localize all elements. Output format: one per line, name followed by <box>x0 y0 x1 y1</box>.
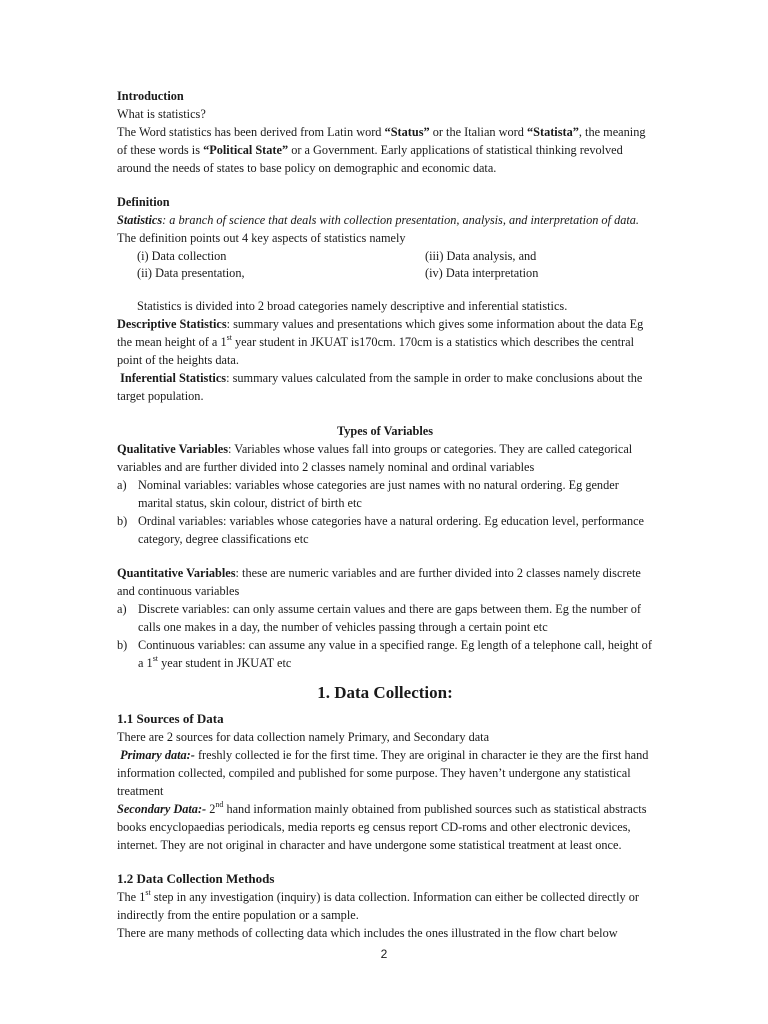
intro-paragraph: The Word statistics has been derived from Latin word “Status” or the Italian word “Statista”, the meaning of these words is “Political State” or a Government. Early applications of statistical thinking revolved around the needs of states to base policy on demographic and economic data. <box>117 125 646 175</box>
qualitative-variables: Qualitative Variables: Variables whose values fall into groups or categories. They are called categorical variables and are further divided into 2 classes namely nominal and ordinal variables <box>117 442 633 474</box>
primary-data: Primary data:- freshly collected ie for the first time. They are original in character ie they are the first hand information collected, compiled and published for some purpose. They haven’t undergone any statistical treatment <box>117 748 649 798</box>
quantitative-variables: Quantitative Variables: these are numeric variables and are further divided into 2 classes namely discrete and continuous variables <box>117 566 641 598</box>
intro-heading: Introduction <box>117 89 184 103</box>
subsection-heading: 1.2 Data Collection Methods <box>117 871 275 886</box>
intro-question: What is statistics? <box>117 107 206 121</box>
inferential-statistics: Inferential Statistics: summary values calculated from the sample in order to make conclusions about the target population. <box>117 371 643 403</box>
page-content <box>117 87 653 942</box>
aspects-row-1: (i) Data collection (iii) Data analysis, and <box>137 249 537 263</box>
subsection-heading: 1.1 Sources of Data <box>117 711 224 726</box>
list-item: b) Ordinal variables: variables whose categories have a natural ordering. Eg education level, performance category, degree classifications etc <box>117 514 645 546</box>
section-title: 1. Data Collection: <box>317 683 453 702</box>
aspects-row-2: (ii) Data presentation, (iv) Data interpretation <box>137 266 539 280</box>
methods-paragraph-2: There are many methods of collecting data which includes the ones illustrated in the flow chart below <box>117 926 618 940</box>
methods-paragraph: The 1st step in any investigation (inquiry) is data collection. Information can either be collected directly or indirectly from the entire population or a sample. <box>117 888 639 922</box>
list-item: a) Nominal variables: variables whose categories are just names with no natural ordering. Eg gender marital status, skin colour, district of birth etc <box>117 478 619 510</box>
descriptive-statistics: Descriptive Statistics: summary values and presentations which gives some information about the data Eg the mean height of a 1st year student in JKUAT is170cm. 170cm is a statistics which describes the central point of the heights data. <box>117 317 644 367</box>
secondary-data: Secondary Data:- 2nd hand information mainly obtained from published sources such as statistical abstracts books encyclopaedias periodicals, media reports eg census report CD-roms and other electronic devices, internet. They are not original in character and have undergone some statistical treatment at least once. <box>117 800 647 852</box>
sources-intro: There are 2 sources for data collection namely Primary, and Secondary data <box>117 730 490 744</box>
page-number: 2 <box>380 947 388 961</box>
variables-heading: Types of Variables <box>336 424 434 438</box>
list-item: a) Discrete variables: can only assume certain values and there are gaps between them. Eg the number of calls one makes in a day, the number of vehicles passing through a certain point etc <box>117 602 641 634</box>
categories-intro: Statistics is divided into 2 broad categories namely descriptive and inferential statistics. <box>137 299 568 313</box>
list-item: b) Continuous variables: can assume any value in a specified range. Eg length of a telephone call, height of a 1st year student in JKUAT etc <box>117 638 652 670</box>
definition-heading: Definition <box>117 195 170 209</box>
definition-paragraph: Statistics: a branch of science that deals with collection presentation, analysis, and interpretation of data. The definition points out 4 key aspects of statistics namely <box>117 213 640 245</box>
